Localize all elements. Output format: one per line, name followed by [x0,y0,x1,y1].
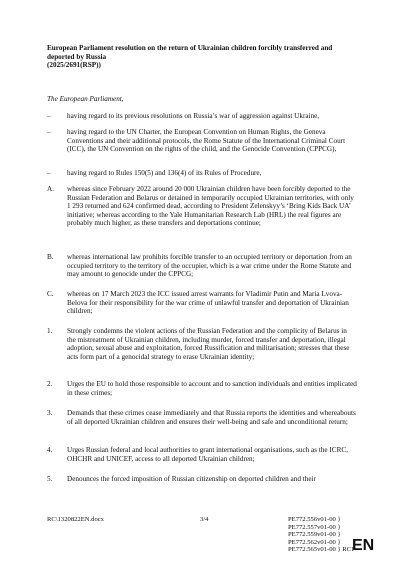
language-code: EN [352,537,375,554]
paragraph-number: 2. [47,380,53,388]
recital-marker: C. [47,290,54,298]
citation-item [47,112,357,121]
preamble: The European Parliament, [47,95,124,103]
paragraph-number: 4. [47,446,53,454]
paragraph-text: Urges the EU to hold those responsible to account and to sanction individuals and entities implicated in these crimes; [67,380,357,397]
document-title [47,44,357,70]
footer-pe-references: PE772.556v01-00 } PE772.557v01-00 } PE772.559v01-00 } PE772.562v01-00 } PE772.565v01-00 } RC1 [288,516,355,554]
paragraph-text: Strongly condemns the violent actions of the Russian Federation and the complicity of Belarus in the mistreatment of Ukrainian children, including murder, forced transfer and deportation, illegal adoption, sexual abuse and exploitation, forced Russification and militarisation; stresses that these acts form part of a genocidal strategy to erase Ukrainian identity; [67,327,350,361]
paragraph-item [47,327,357,361]
paragraph-text: Demands that these crimes cease immediately and that Russia reports the identities and whereabouts of all deported Ukrainian children and ensures their well-being and safe and unconditional return; [67,409,356,426]
resolution-title: European Parliament resolution on the return of Ukrainian children forcibly transferred and deported by Russia [47,44,333,61]
recital-marker: B. [47,253,54,261]
citation-item [47,169,357,178]
paragraph-number: 1. [47,327,53,335]
paragraph-number: 5. [47,475,53,483]
paragraph-text: Denounces the forced imposition of Russian citizenship on deported children and their [67,475,316,483]
dash-marker: – [47,128,51,136]
citation-text: having regard to its previous resolutions on Russia’s war of aggression against Ukraine, [67,112,320,120]
citation-text: having regard to the UN Charter, the European Convention on Human Rights, the Geneva Conventions and their additional protocols, the Rome Statute of the International Criminal Court (ICC), the UN Convention on the rights of the child, and the Genocide Convention (CPPCG), [67,128,346,154]
recital-marker: A. [47,185,54,193]
paragraph-item [47,475,357,484]
dash-marker: – [47,169,51,177]
dash-marker: – [47,112,51,120]
recital-item [47,185,357,228]
citation-text: having regard to Rules 150(5) and 136(4) of its Rules of Procedure, [67,169,262,177]
recital-text: whereas international law prohibits forcible transfer to an occupied territory or deportation from an occupied territory to the territory of the occupier, which is a war crime under the Rome Statute and may amount to genocide under the CPPCG; [67,253,352,279]
recital-text: whereas since February 2022 around 20 000 Ukrainian children have been forcibly deported to the Russian Federation and Belarus or detained in temporarily occupied Ukrainian territories, with only 1 293 returned and 624 confirmed dead, according to President Zelenskyy’s ‘Bring Kids Back UA’ initiative; whereas according to the Yale Humanitarian Research Lab (HRL) the real figures are probably much higher, as these transfers and deportations continue; [67,185,354,228]
paragraph-text: Urges Russian federal and local authorities to grant international organisations, such as the ICRC, OHCHR and UNICEF, access to all deported Ukrainian children; [67,446,348,463]
procedure-number: (2025/2691(RSP)) [47,61,101,70]
paragraph-item [47,446,357,463]
paragraph-number: 3. [47,409,53,417]
footer-doc-ref: RC\1320822EN.docx [47,516,104,523]
paragraph-item [47,380,357,397]
recital-item [47,290,357,316]
recital-text: whereas on 17 March 2023 the ICC issued arrest warrants for Vladimir Putin and Maria Lvova-Belova for their responsibility for the war crime of unlawful transfer and deportation of Ukrainian children; [67,290,349,316]
footer-page-number: 3/4 [200,516,209,523]
recital-item [47,253,357,279]
citation-item [47,128,357,154]
paragraph-item [47,409,357,426]
